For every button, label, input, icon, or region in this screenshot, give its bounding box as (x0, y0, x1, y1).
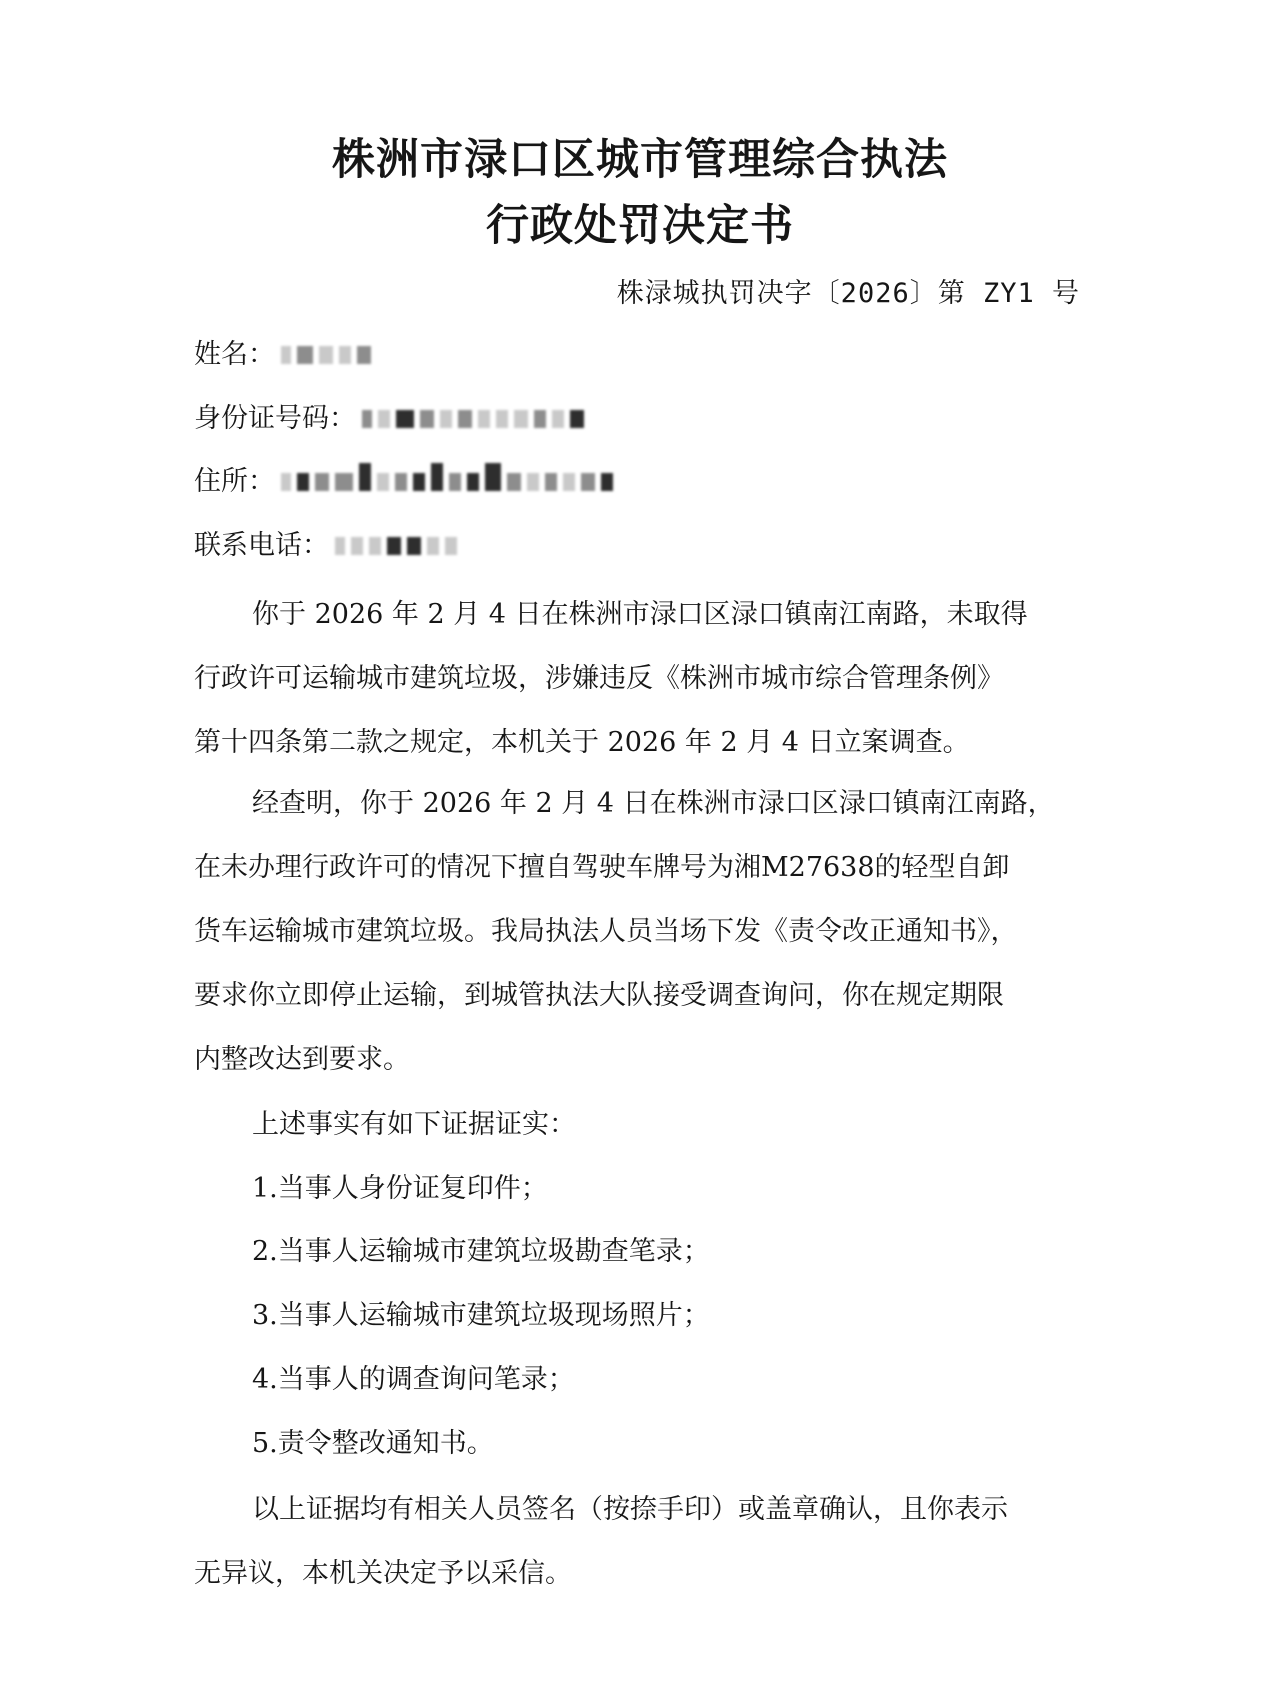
id-number-redaction (362, 408, 590, 430)
investigation-findings-paragraph (194, 772, 1084, 1092)
evidence-intro: 上述事实有如下证据证实： (252, 1109, 576, 1140)
document-number: 株渌城执罚决字〔2026〕第 ZY1 号 (616, 278, 1080, 309)
paragraph-line: 无异议，本机关决定予以采信。 (194, 1558, 572, 1589)
case-opening-paragraph (194, 583, 1084, 775)
address-label: 住所： (194, 466, 275, 497)
phone-field (194, 526, 463, 566)
evidence-item: 4.当事人的调查询问笔录； (252, 1364, 575, 1395)
paragraph-line: 第十四条第二款之规定，本机关于 2026 年 2 月 4 日立案调查。 (194, 727, 970, 758)
document-title-line2: 行政处罚决定书 (486, 201, 794, 251)
paragraph-line: 你于 2026 年 2 月 4 日在株洲市渌口区渌口镇南江南路，未取得 (252, 599, 1028, 630)
id-number-label: 身份证号码： (194, 403, 356, 434)
document-title-line1: 株洲市渌口区城市管理综合执法 (332, 135, 948, 185)
evidence-item: 2.当事人运输城市建筑垃圾勘查笔录； (252, 1236, 710, 1267)
paragraph-line: 货车运输城市建筑垃圾。我局执法人员当场下发《责令改正通知书》， (194, 916, 1018, 947)
evidence-item: 5.责令整改通知书。 (252, 1428, 494, 1459)
name-field (194, 335, 377, 375)
paragraph-line: 在未办理行政许可的情况下擅自驾驶车牌号为湘M27638的轻型自卸 (194, 852, 1010, 883)
evidence-item: 1.当事人身份证复印件； (252, 1173, 548, 1204)
evidence-item: 3.当事人运输城市建筑垃圾现场照片； (252, 1300, 710, 1331)
address-field (194, 462, 619, 502)
evidence-acceptance-paragraph (194, 1478, 1084, 1606)
address-redaction (281, 471, 619, 493)
paragraph-line: 内整改达到要求。 (194, 1044, 410, 1075)
name-redaction (281, 344, 377, 366)
phone-redaction (335, 535, 463, 557)
name-label: 姓名： (194, 339, 275, 370)
paragraph-line: 以上证据均有相关人员签名（按捺手印）或盖章确认，且你表示 (252, 1494, 1008, 1525)
phone-label: 联系电话： (194, 530, 329, 561)
id-number-field (194, 399, 590, 439)
paragraph-line: 行政许可运输城市建筑垃圾，涉嫌违反《株洲市城市综合管理条例》 (194, 663, 1004, 694)
paragraph-line: 经查明，你于 2026 年 2 月 4 日在株洲市渌口区渌口镇南江南路， (252, 788, 1055, 819)
paragraph-line: 要求你立即停止运输，到城管执法大队接受调查询问，你在规定期限 (194, 980, 1004, 1011)
